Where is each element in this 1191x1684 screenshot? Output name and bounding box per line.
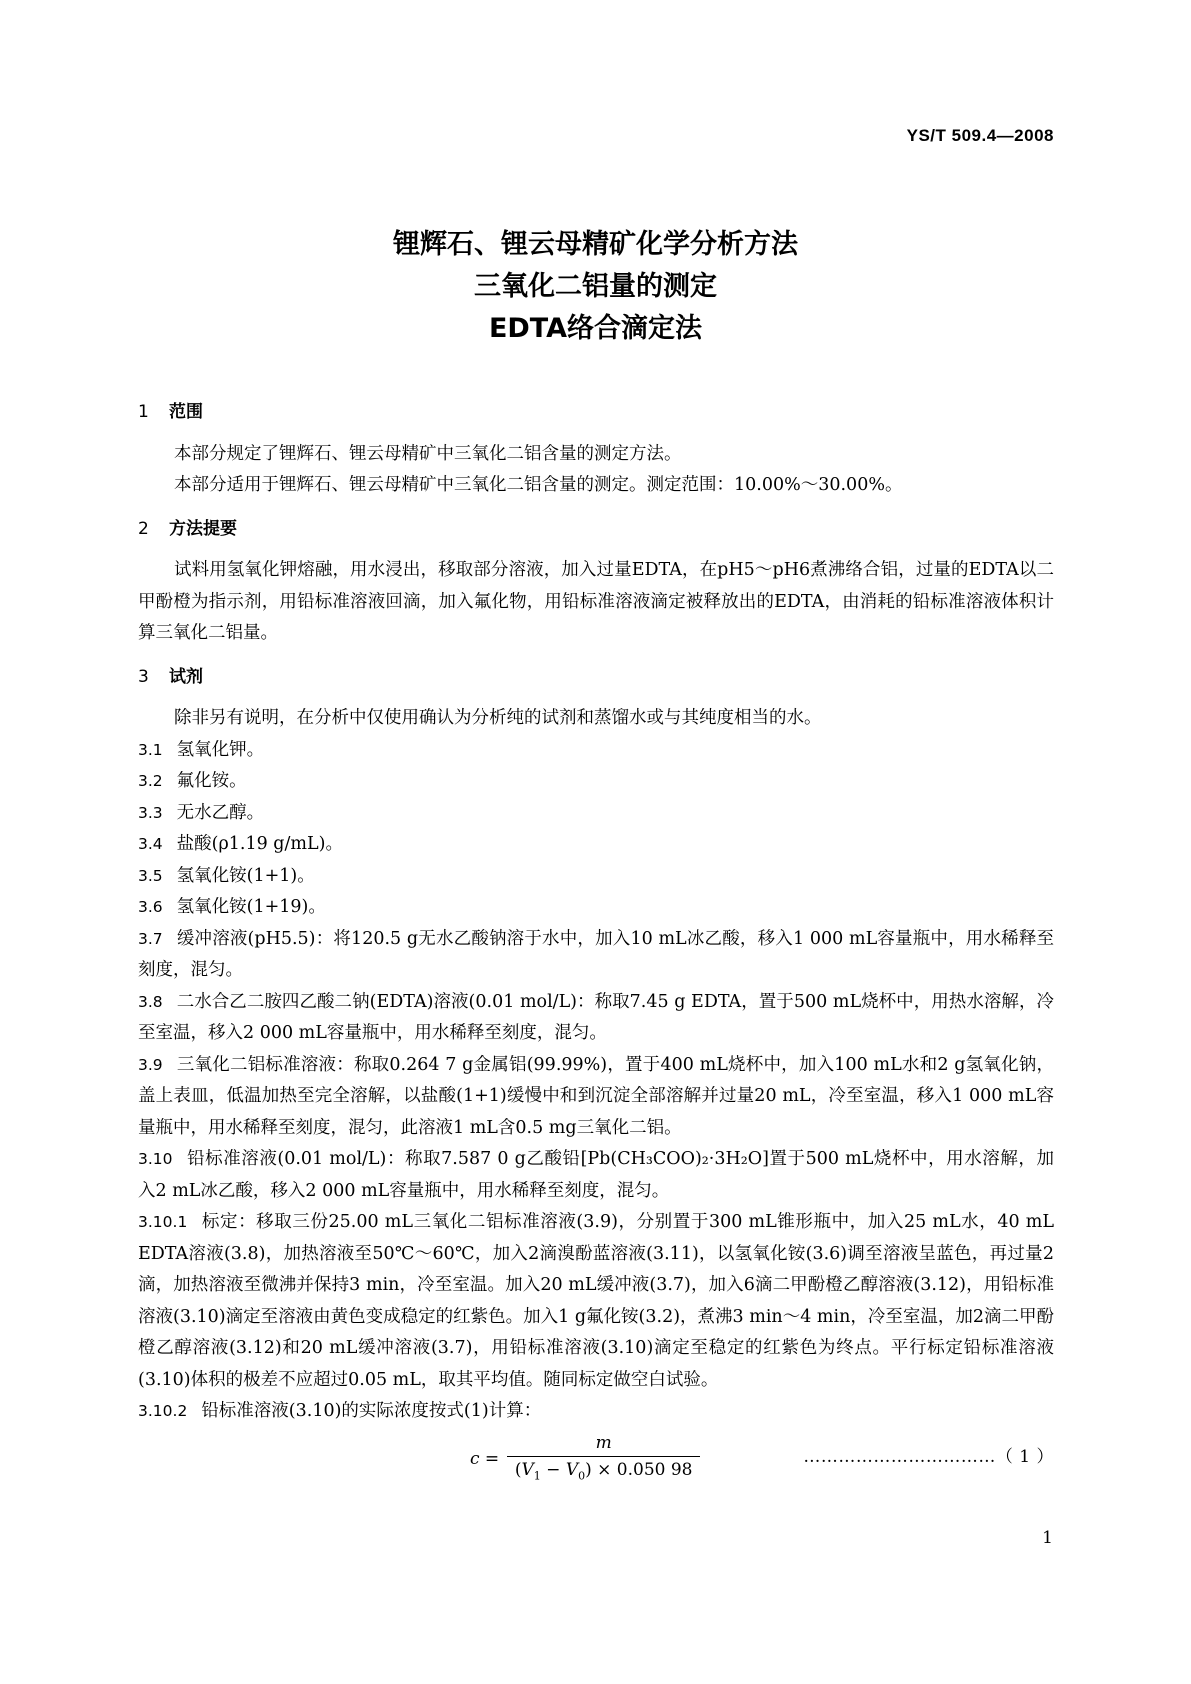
clause-item [138,924,1054,987]
fraction [470,1432,700,1489]
section-number: 2 [138,518,149,539]
section-title: 试剂 [169,666,203,687]
section-heading-method-summary [138,514,1054,546]
clause-item [138,1396,1054,1428]
clause-item [138,1144,1054,1207]
clause-number: 3.10 [138,1150,173,1168]
clause-number: 3.2 [138,772,163,790]
formula-1 [138,1432,1054,1494]
clause-text: 氢氧化铵(1+19)。 [176,897,326,917]
clause-number: 3.10.2 [138,1402,188,1420]
section-heading-scope [138,397,1054,429]
clause-text: 二水合乙二胺四乙酸二钠(EDTA)溶液(0.01 mol/L)：称取7.45 g EDTA，置于500 mL烧杯中，用热水溶解，冷至室温，移入2 000 mL容量瓶中，用水稀释至刻度，混匀。 [138,991,1054,1043]
var-v1: V [521,1459,534,1480]
clause-number: 3.1 [138,740,163,759]
var-v1-sub: 1 [533,1468,541,1482]
paragraph: 本部分规定了锂辉石、锂云母精矿中三氧化二铝含量的测定方法。 [174,443,682,464]
section-title: 范围 [169,402,203,422]
clause-number: 3.9 [138,1055,163,1074]
clause-item [138,987,1054,1050]
var-v0-sub: 0 [578,1468,586,1482]
formula-lhs: c = [470,1449,500,1470]
clause-number: 3.5 [138,866,163,885]
document-title [0,224,1191,350]
equation-number: ……………………………（ 1 ） [803,1446,1054,1467]
fraction-body [507,1432,700,1489]
standard-code: YS/T 509.4—2008 [906,126,1054,145]
paragraph: 除非另有说明，在分析中仅使用确认为分析纯的试剂和蒸馏水或与其纯度相当的水。 [174,708,822,728]
section-heading-reagents [138,662,1054,694]
section-number: 1 [138,402,149,422]
clause-number: 3.4 [138,835,163,853]
paragraph: 本部分适用于锂辉石、锂云母精矿中三氧化二铝含量的测定。测定范围：10.00%～30.00%。 [174,475,903,495]
clause-text: 三氧化二铝标准溶液：称取0.264 7 g金属铝(99.99%)，置于400 mL烧杯中，加入100 mL水和2 g氢氧化钠，盖上表皿，低温加热至完全溶解，以盐酸(1+1)缓慢中和到沉淀全部溶解并过量20 mL，冷至室温，移入1 000 mL容量瓶中，用水稀释至刻度，混匀，此溶液1 mL含0.5 mg三氧化二铝。 [138,1054,1054,1138]
page-number: 1 [1042,1528,1053,1548]
title-line-3: EDTA络合滴定法 [488,313,703,344]
clause-item [138,798,1054,830]
section-number: 3 [138,666,149,687]
document-body [138,397,1054,1494]
denominator-rest: ) × 0.050 98 [585,1459,693,1480]
clause-text: 铅标准溶液(0.01 mol/L)：称取7.587 0 g乙酸铅[Pb(CH₃COO)₂·3H₂O]置于500 mL烧杯中，用水溶解，加入2 mL冰乙酸，移入2 000 mL容量瓶中，用水稀释至刻度，混匀。 [138,1149,1054,1201]
paren-open: ( [514,1459,522,1480]
clause-number: 3.3 [138,803,163,822]
clause-text: 标定：移取三份25.00 mL三氧化二铝标准溶液(3.9)，分别置于300 mL锥形瓶中，加入25 mL水，40 mL EDTA溶液(3.8)，加热溶液至50℃～60℃，加入2滴溴酚蓝溶液(3.11)，以氢氧化铵(3.6)调至溶液呈蓝色，再过量2滴，加热溶液至微沸并保持3 min，冷至室温。加入20 mL缓冲液(3.7)，加入6滴二甲酚橙乙醇溶液(3.12)，用铅标准溶液(3.10)滴定至溶液由黄色变成稳定的红紫色。加入1 g氟化铵(3.2)，煮沸3 min～4 min，冷至室温，加2滴二甲酚橙乙醇溶液(3.12)和20 mL缓冲溶液(3.7)，用铅标准溶液(3.10)滴定至稳定的红紫色为终点。平行标定铅标准溶液(3.10)体积的极差不应超过0.05 mL，取其平均值。随同标定做空白试验。 [138,1212,1054,1390]
clause-item [138,766,1054,798]
minus-sign: − [540,1459,566,1480]
clause-text: 无水乙醇。 [176,802,265,823]
fraction-denominator [515,1457,693,1489]
clause-text: 缓冲溶液(pH5.5)：将120.5 g无水乙酸钠溶于水中，加入10 mL冰乙酸，移入1 000 mL容量瓶中，用水稀释至刻度，混匀。 [138,928,1054,980]
clause-item [138,861,1054,893]
clause-text: 氟化铵。 [176,771,247,791]
clause-text: 铅标准溶液(3.10)的实际浓度按式(1)计算： [201,1401,542,1421]
clause-number: 3.10.1 [138,1213,188,1231]
paragraph: 试料用氢氧化钾熔融，用水浸出，移取部分溶液，加入过量EDTA，在pH5～pH6煮沸络合铝，过量的EDTA以二甲酚橙为指示剂，用铅标准溶液回滴，加入氟化物，用铅标准溶液滴定被释放出的EDTA，由消耗的铅标准溶液体积计算三氧化二铝量。 [138,560,1054,643]
clause-number: 3.7 [138,929,163,948]
clause-number: 3.6 [138,898,163,916]
clause-item [138,1050,1054,1145]
clause-text: 氢氧化钾。 [176,739,265,760]
title-line-1: 锂辉石、锂云母精矿化学分析方法 [393,229,798,260]
clause-item [138,829,1054,861]
clause-item [138,892,1054,924]
fraction-numerator: m [595,1432,612,1453]
clause-text: 氢氧化铵(1+1)。 [176,865,315,886]
title-line-2: 三氧化二铝量的测定 [474,271,717,302]
var-v0: V [565,1459,579,1480]
clause-text: 盐酸(ρ1.19 g/mL)。 [176,834,343,854]
clause-item [138,1207,1054,1396]
clause-number: 3.8 [138,992,163,1011]
clause-item [138,735,1054,767]
section-title: 方法提要 [169,518,237,539]
